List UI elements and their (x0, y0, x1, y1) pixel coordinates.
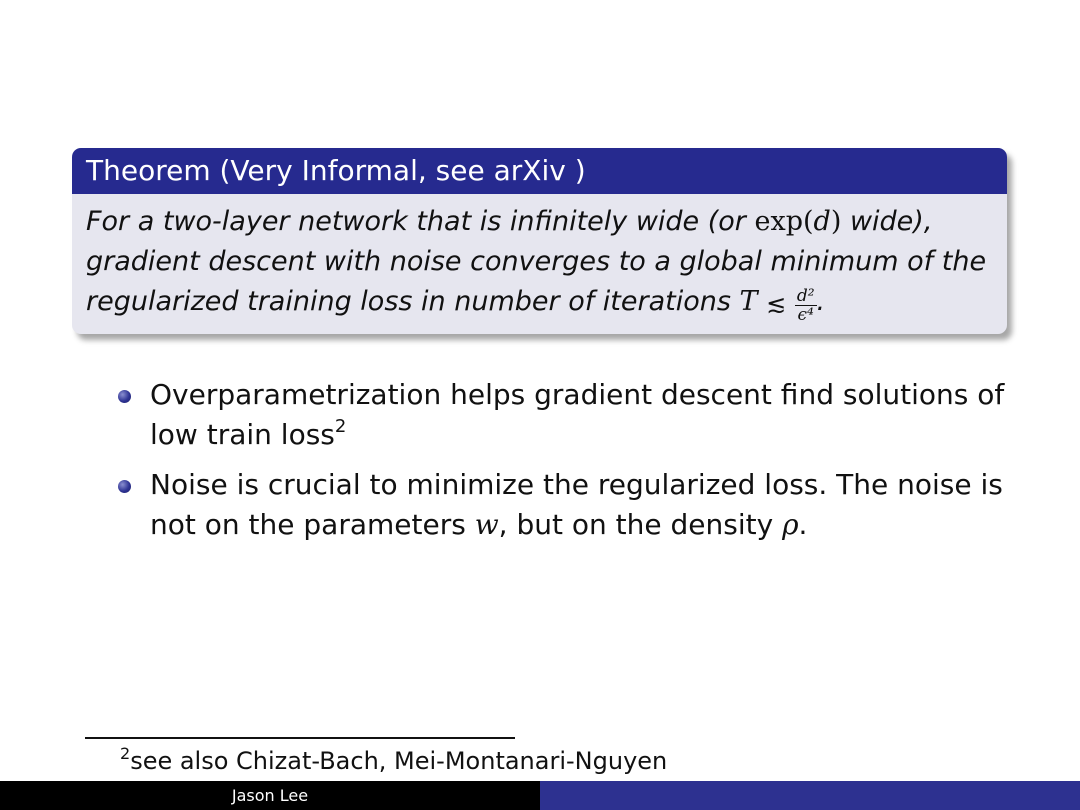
footer-right-panel (540, 781, 1080, 810)
bullet-item-noise (118, 465, 1018, 545)
bullet-list (118, 375, 1018, 555)
bullet-item-overparametrization (118, 375, 1018, 455)
theorem-line-2: gradient descent with noise converges to a global minimum of the (86, 246, 987, 277)
bullet-dot-icon (118, 390, 131, 403)
theorem-title: Theorem (Very Informal, see arXiv ) (72, 148, 1007, 194)
footnote (120, 745, 667, 777)
fraction-numerator: d² (796, 286, 815, 306)
theorem-line-3 (86, 282, 993, 324)
theorem-statement (72, 194, 1007, 324)
math-var-d: d (813, 206, 831, 237)
bullet-text-2: Noise is crucial to minimize the regularized loss. The noise is not on the parameters (150, 468, 1003, 541)
theorem-line-3-end: . (816, 286, 826, 317)
fraction (795, 287, 817, 324)
footnote-divider (85, 737, 515, 739)
math-var-w: w (474, 508, 499, 541)
theorem-line-1 (86, 202, 993, 242)
math-var-T: T (739, 286, 758, 317)
slide-footer (0, 781, 1080, 810)
exp-function: exp( (754, 206, 814, 237)
exp-close-paren: ) (830, 206, 842, 237)
lesssim-symbol: ≲ (766, 290, 787, 318)
bullet-dot-icon (118, 480, 131, 493)
bullet-text-2-end: . (798, 508, 808, 541)
math-var-rho: ρ (782, 508, 799, 541)
footer-author: Jason Lee (231, 786, 309, 805)
theorem-line-1-text: For a two-layer network that is infinitely wide (or (86, 206, 755, 237)
bullet-text-1: Overparametrization helps gradient descent find solutions of low train loss (150, 378, 1005, 451)
fraction-denominator: ϵ⁴ (797, 305, 814, 325)
theorem-line-1-end: wide), (841, 206, 933, 237)
theorem-block (72, 148, 1007, 334)
footnote-marker-ref: 2 (334, 416, 347, 437)
footnote-text: see also Chizat-Bach, Mei-Montanari-Nguyen (130, 747, 668, 775)
footnote-marker: 2 (120, 744, 131, 763)
bullet-text-2-mid: , but on the density (498, 508, 783, 541)
theorem-line-3-text: regularized training loss in number of iterations (86, 286, 740, 317)
